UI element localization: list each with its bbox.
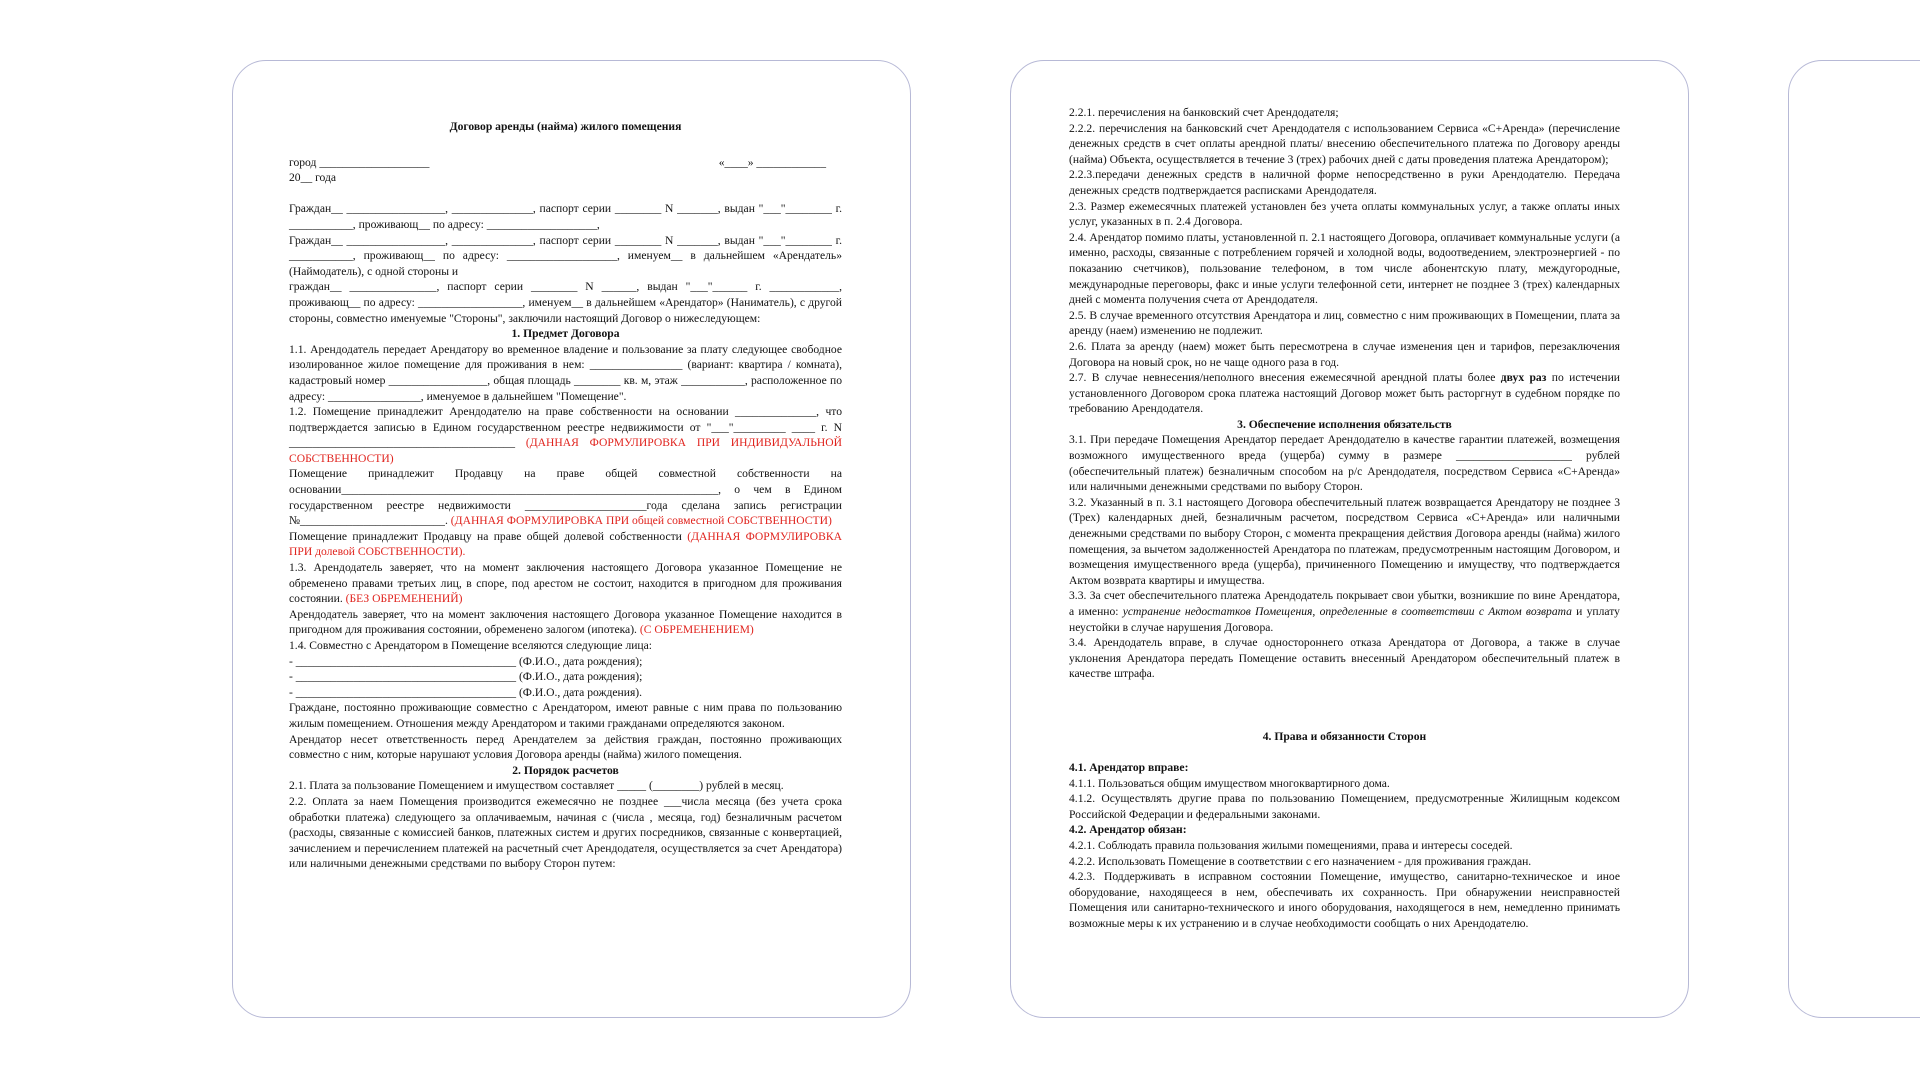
page-2-content: [1069, 105, 1620, 931]
document-page-2: [1010, 60, 1689, 1018]
clause-2-2-1: 2.2.1. перечисления на банковский счет Арендодателя;: [1069, 106, 1339, 119]
page-1-content: [289, 119, 842, 872]
document-page-1: [232, 60, 911, 1018]
clause-4-1-2: 4.1.2. Осуществлять другие права по пользованию Помещением, предусмотренные Жилищным кодексом Российской Федерации и федеральными законами.: [1069, 792, 1620, 821]
year-field: 20__ года: [289, 171, 337, 185]
clause-2-5: 2.5. В случае временного отсутствия Арендатора и лиц, совместно с ним проживающих в Помещении, плата за аренду (наем) изменению не подлежит.: [1069, 308, 1620, 338]
red-note: (С ОБРЕМЕНЕНИЕМ): [639, 623, 754, 637]
clause-3-3: 3.3. За счет обеспечительного платежа Арендодатель покрывает свои убытки, возникшие по вине Арендатора, а именно: устранение недостатков Помещения, определенные в соответствии с Актом возврата и уплату неустойки в случае нарушения Договора.: [1069, 589, 1620, 634]
clause-2-2: 2.2. Оплата за наем Помещения производится ежемесячно не позднее ___числа месяца (без учета срока обработки платежа) следующего за оплачиваемым, начиная с (числа , месяца, год) безналичным расчетом (расходы, связанные с комиссией банков, платежных систем и других посредников, связанные с конвертацией, зачислением и перечислением платежей на расчетный счет Арендодателя, осуществляется за счет Арендатора) или наличными денежными средствами по выбору Сторон путем:: [289, 794, 842, 871]
section-heading: 2. Порядок расчетов: [512, 763, 619, 777]
clause-4-1-1: 4.1.1. Пользоваться общим имуществом многоквартирного дома.: [1069, 776, 1390, 790]
subsection-heading: 4.2. Арендатор обязан:: [1069, 823, 1187, 837]
subsection-heading: 4.1. Арендатор вправе:: [1069, 760, 1189, 774]
intro-paragraph: Граждан__ _________________, ______________, паспорт серии ________ N _______, выдан "___"________ г. ___________, проживающ__ по адресу: ___________________, именуем__ в дальнейшем «Арендатель» (Наймодатель), с одной стороны и: [289, 233, 842, 278]
clause-1-4: 1.4. Совместно с Арендатором в Помещение вселяются следующие лица:: [289, 639, 653, 652]
clause-2-7: 2.7. В случае невнесения/неполного внесения ежемесячной арендной платы более двух раз по истечении установленного Договором срока платежа настоящий Договор может быть расторгнут в судебном порядке по требованию Арендодателя.: [1069, 371, 1620, 416]
city-field: город ___________________: [289, 155, 430, 169]
clause-3-2: 3.2. Указанный в п. 3.1 настоящего Договора обеспечительный платеж возвращается Арендатору не позднее 3 (Трех) календарных дней, безналичным расчетом, посредством Сервиса «С+Аренда» или наличными денежными средствами по выбору Сторон, с момента прекращения действия Договора аренды (найма) жилого помещения, за вычетом задолженностей Арендатора по платежам, предусмотренным настоящим Договором, и возмещения имущественного вреда (ущерба), причиненного Помещению и имуществу, что подтверждается Актом возврата квартиры и имущества.: [1069, 495, 1620, 587]
red-note: (ДАННАЯ ФОРМУЛИРОВКА ПРИ ИНДИВИДУАЛЬНОЙ СОБСТВЕННОСТИ): [289, 436, 842, 465]
clause-4-2-2: 4.2.2. Использовать Помещение в соответствии с его назначением - для проживания граждан.: [1069, 854, 1532, 868]
section-heading: 1. Предмет Договора: [511, 327, 620, 341]
section-heading: 4. Права и обязанности Сторон: [1262, 729, 1427, 743]
clause-1-2: 1.2. Помещение принадлежит Арендодателю на праве собственности на основании ______________, что подтверждается записью в Едином государственном реестре недвижимости от "___"_________ ____ г. N _______________________________________ (ДАННАЯ ФОРМУЛИРОВКА ПРИ ИНДИВИДУАЛЬНОЙ СОБСТВЕННОСТИ): [289, 405, 842, 465]
red-note: (ДАННАЯ ФОРМУЛИРОВКА ПРИ общей совместной СОБСТВЕННОСТИ): [450, 514, 832, 528]
red-note: (БЕЗ ОБРЕМЕНЕНИЙ): [345, 592, 463, 606]
clause-1-3-alt: Арендодатель заверяет, что на момент заключения настоящего Договора указанное Помещение находится в пригодном для проживания состоянии, обременено залогом (ипотека). (С ОБРЕМЕНЕНИЕМ): [289, 607, 842, 637]
document-title: Договор аренды (найма) жилого помещения: [449, 120, 682, 133]
clause-2-2-2: 2.2.2. перечисления на банковский счет Арендодателя с использованием Сервиса «С+Аренда» (перечисление денежных средств в счет оплаты арендной платы/ внесению обеспечительного платежа по Договору аренды (найма) Объекта, осуществляется в течение 3 (трех) рабочих дней с даты проведения платежа Арендатором);: [1069, 121, 1620, 166]
person-line: - ______________________________________ (Ф.И.О., дата рождения);: [289, 670, 643, 684]
person-line: - ______________________________________ (Ф.И.О., дата рождения);: [289, 654, 643, 668]
clause-3-4: 3.4. Арендодатель вправе, в случае одностороннего отказа Арендатора от Договора, а также в случае уклонения Арендатора передать Помещение оставить внесенный Арендатором обеспечительный платеж в качестве штрафа.: [1069, 636, 1620, 681]
clause-4-2-3: 4.2.3. Поддерживать в исправном состоянии Помещение, имущество, санитарно-техническое и иное оборудование, находящееся в нем, обеспечивать их сохранность. При обнаружении неисправностей Помещения или санитарно-технического и иного оборудования, находящегося в нем, немедленно принимать возможные меры к их устранению и в случае необходимости сообщать о них Арендодателю.: [1069, 870, 1620, 930]
share-ownership-paragraph: Помещение принадлежит Продавцу на праве общей долевой собственности (ДАННАЯ ФОРМУЛИРОВКА ПРИ долевой СОБСТВЕННОСТИ).: [289, 529, 842, 559]
liability-paragraph: Арендатор несет ответственность перед Арендателем за действия граждан, постоянно проживающих совместно с ним, которые нарушают условия Договора аренды (найма) жилого помещения.: [289, 732, 842, 762]
date-field: «____» ____________: [718, 155, 826, 169]
section-heading: 3. Обеспечение исполнения обязательств: [1237, 417, 1452, 431]
intro-paragraph: Граждан__ _________________, ______________, паспорт серии ________ N _______, выдан "___"________ г. ___________, проживающ__ по адресу: ___________________,: [289, 202, 842, 231]
person-line: - ______________________________________ (Ф.И.О., дата рождения).: [289, 685, 643, 699]
red-note: (ДАННАЯ ФОРМУЛИРОВКА ПРИ долевой СОБСТВЕННОСТИ).: [289, 529, 842, 559]
clause-2-3: 2.3. Размер ежемесячных платежей установлен без учета оплаты коммунальных услуг, а также оплаты иных услуг, указанных в п. 2.4 Договора.: [1069, 199, 1620, 229]
city-date-row: [289, 155, 842, 171]
clause-2-4: 2.4. Арендатор помимо платы, установленной п. 2.1 настоящего Договора, оплачивает коммунальные услуги (а именно, расходы, связанные с потреблением горячей и холодной воды, водоотведением, электроэнергией - по показанию счетчиков), пользование телефоном, в том числе абонентскую плату, междугородные, международные переговоры, факс и иные услуги телефонной сети, интернет не позднее 3 (трех) календарных дней с момента получения счета от Арендодателя.: [1069, 230, 1620, 307]
clause-1-3: 1.3. Арендодатель заверяет, что на момент заключения настоящего Договора указанное Помещение не обременено правами третьих лиц, в споре, под арестом не состоит, находится в пригодном для проживания состоянии. (БЕЗ ОБРЕМЕНЕНИЙ): [289, 561, 842, 606]
clause-1-1: 1.1. Арендодатель передает Арендатору во временное владение и пользование за плату следующее свободное изолированное жилое помещение для проживания в нем: ________________ (вариант: квартира / комната), кадастровый номер _________________, общая площадь ________ кв. м, этаж ___________, расположенное по адресу: ________________, именуемое в дальнейшем "Помещение".: [289, 342, 842, 403]
clause-2-6: 2.6. Плата за аренду (наем) может быть пересмотрена в случае изменения цен и тарифов, перезаключения Договора на новый срок, но не чаще одного раза в год.: [1069, 339, 1620, 369]
clause-2-2-3: 2.2.3.передачи денежных средств в наличной форме непосредственно в руки Арендодателю. Передача денежных средств подтверждается расписками Арендодателя.: [1069, 168, 1620, 197]
clause-4-2-1: 4.2.1. Соблюдать правила пользования жилыми помещениями, права и интересы соседей.: [1069, 838, 1513, 852]
intro-paragraph: граждан__ _______________, паспорт серии ________ N ______, выдан "___"______ г. ____________, проживающ__ по адресу: __________________, именуем__ в дальнейшем «Арендатор» (Наниматель), с другой стороны, совместно именуемые "Стороны", заключили настоящий Договор о нижеследующем:: [289, 280, 842, 325]
clause-3-1: 3.1. При передаче Помещения Арендатор передает Арендодателю в качестве гарантии платежей, возмещения возможного имущественного вреда (ущерба) сумму в размере ____________________ рублей (обеспечительный платеж) безналичным способом на р/с Арендодателя, посредством Сервиса «С+Аренда» или наличными денежными средствами по выбору Сторон.: [1069, 433, 1620, 494]
document-page-3-partial: [1788, 60, 1920, 1018]
citizens-paragraph: Граждане, постоянно проживающие совместно с Арендатором, имеют равные с ним права по пользованию жилым помещением. Отношения между Арендатором и такими гражданами определяются законом.: [289, 701, 842, 730]
joint-ownership-paragraph: Помещение принадлежит Продавцу на праве общей совместной собственности на основании_________________________________________________________________, о чем в Едином государственном реестре недвижимости _____________________года сделана запись регистрации №_________________________. (ДАННАЯ ФОРМУЛИРОВКА ПРИ общей совместной СОБСТВЕННОСТИ): [289, 467, 842, 528]
clause-2-1: 2.1. Плата за пользование Помещением и имуществом составляет _____ (________) рублей в месяц.: [289, 779, 784, 793]
